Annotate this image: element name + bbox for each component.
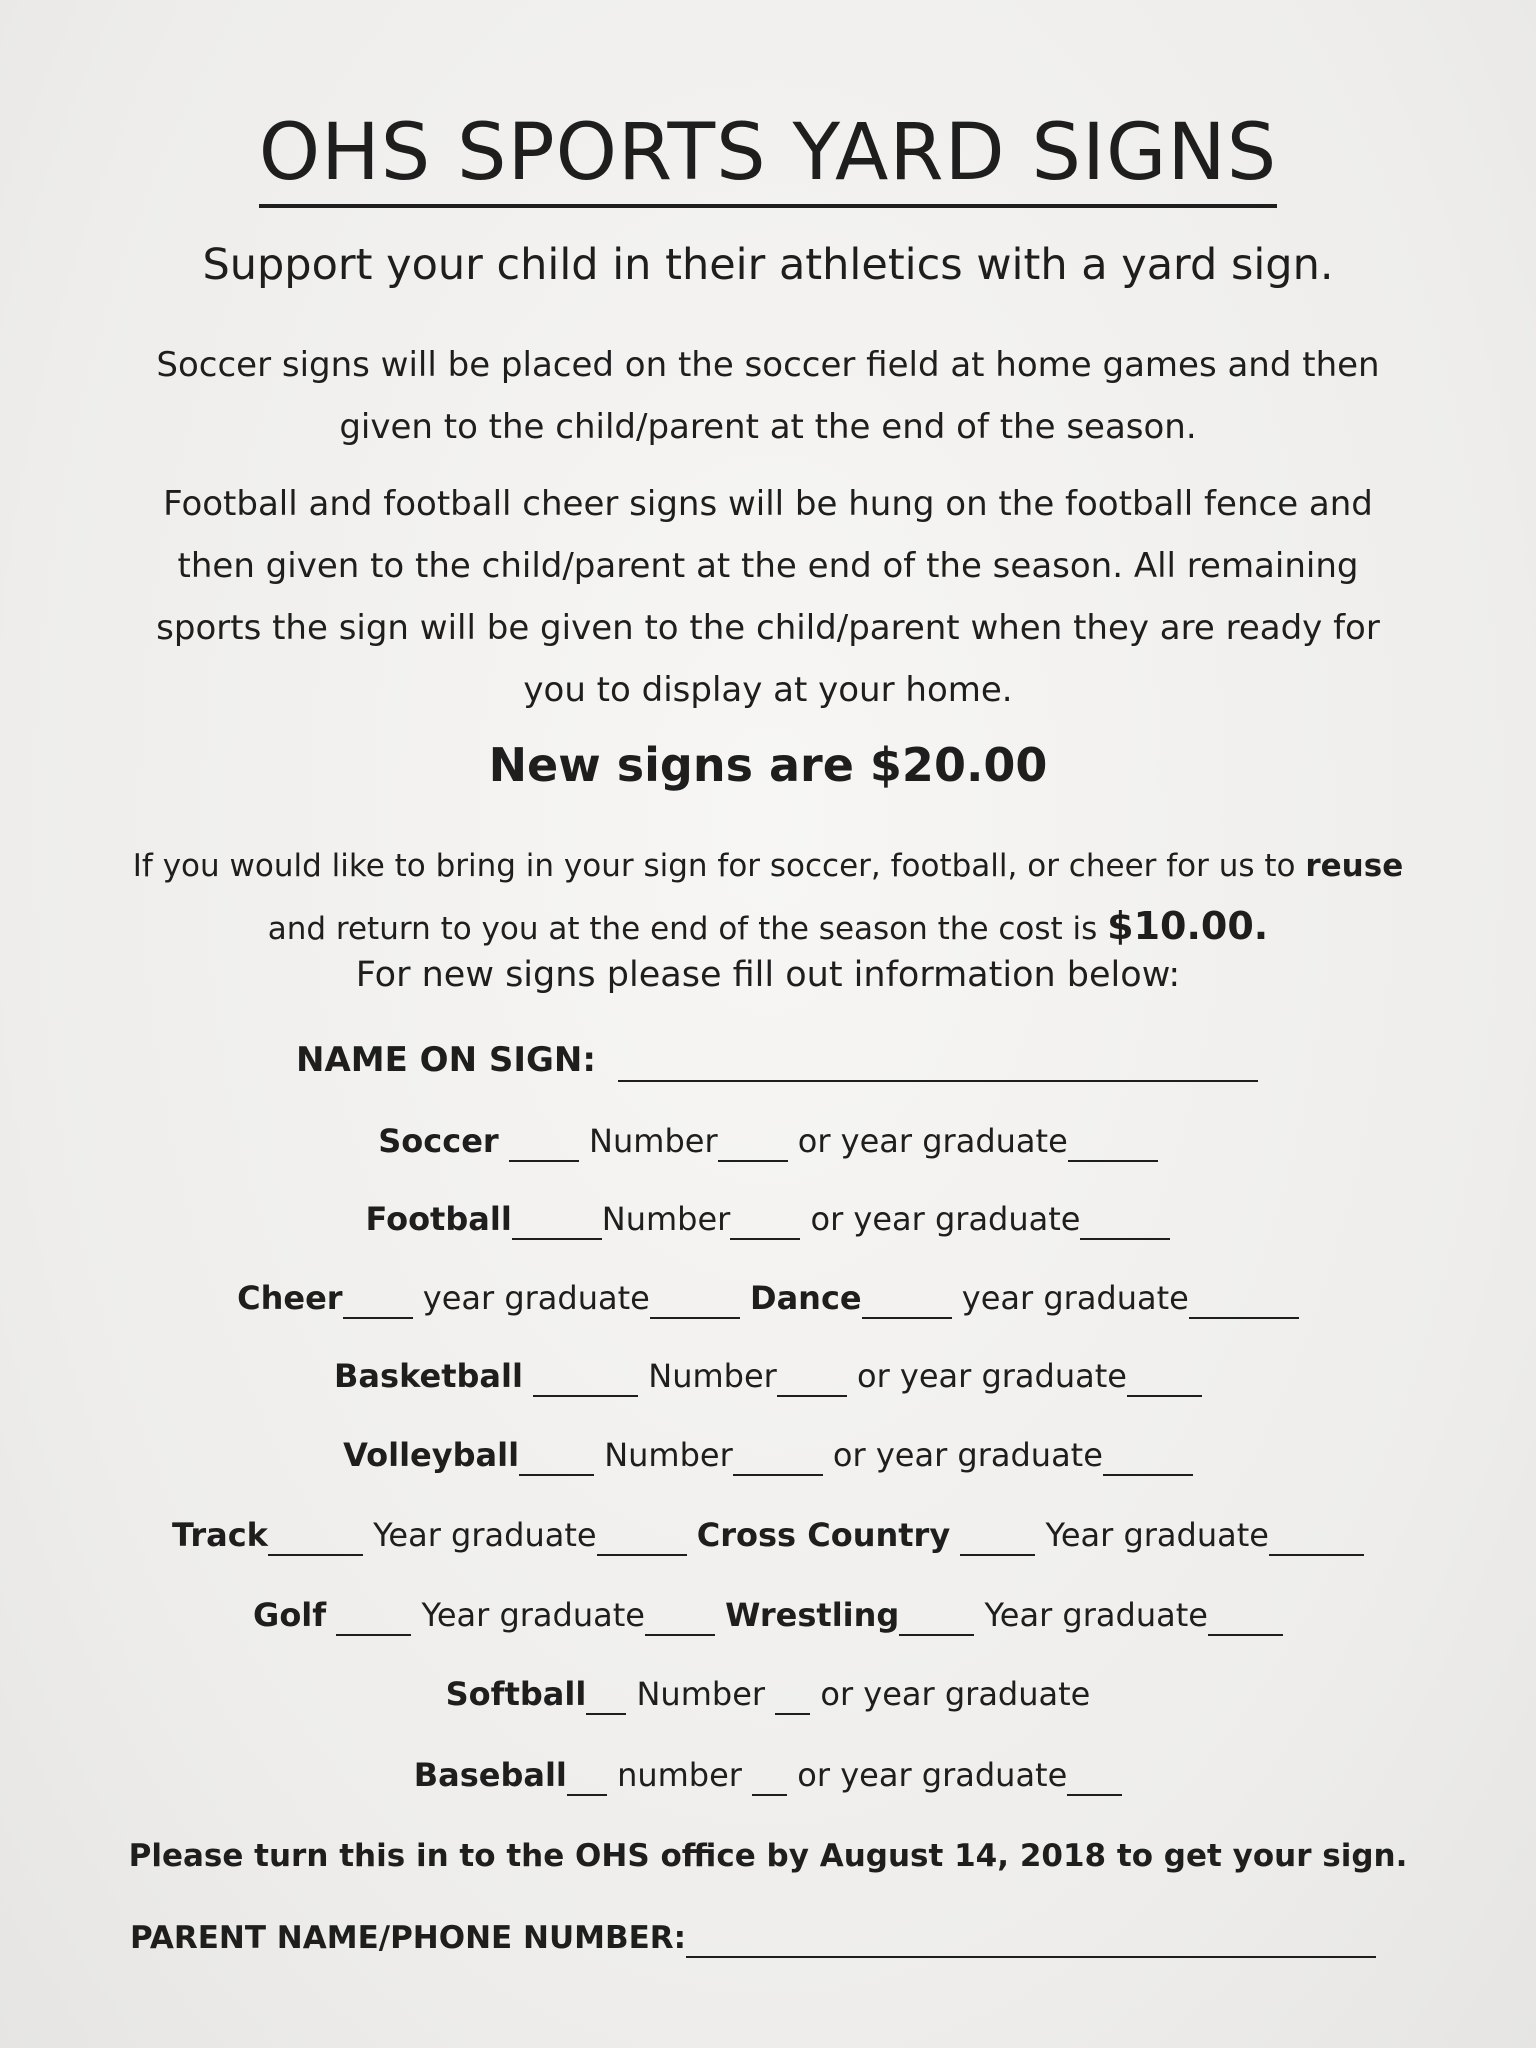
- dance-check-field[interactable]: [862, 1279, 952, 1319]
- baseball-grad-field[interactable]: [1067, 1756, 1122, 1796]
- baseball-row: Baseball number or year graduate: [0, 1756, 1536, 1796]
- soccer-paragraph: Soccer signs will be placed on the soccer field at home games and then given to the child/parent at the end of the season.: [156, 345, 1380, 447]
- football-row: Football Number or year graduate: [0, 1200, 1536, 1240]
- dance-grad-field[interactable]: [1189, 1279, 1299, 1319]
- golf-check-field[interactable]: [336, 1596, 411, 1636]
- soccer-row: Soccer Number or year graduate: [0, 1122, 1536, 1162]
- cross-country-check-field[interactable]: [960, 1516, 1035, 1556]
- cheer-dance-row: Cheer year graduate Dance year graduate: [0, 1279, 1536, 1319]
- track-grad-field[interactable]: [597, 1516, 687, 1556]
- soccer-grad-field[interactable]: [1068, 1122, 1158, 1162]
- basketball-grad-field[interactable]: [1127, 1357, 1202, 1397]
- name-on-sign-label: NAME ON SIGN:: [296, 1040, 596, 1080]
- golf-wrestling-row: Golf Year graduate Wrestling Year graduate: [0, 1596, 1536, 1636]
- volleyball-number-field[interactable]: [733, 1436, 823, 1476]
- track-check-field[interactable]: [268, 1516, 363, 1556]
- parent-contact-label: PARENT NAME/PHONE NUMBER:: [130, 1920, 687, 1956]
- football-check-field[interactable]: [512, 1200, 602, 1240]
- softball-row: Softball Number or year graduate: [445, 1675, 1091, 1713]
- baseball-number-field[interactable]: [752, 1756, 787, 1796]
- basketball-row: Basketball Number or year graduate: [0, 1357, 1536, 1397]
- soccer-number-field[interactable]: [718, 1122, 788, 1162]
- new-sign-price: New signs are $20.00: [488, 738, 1048, 792]
- football-number-field[interactable]: [730, 1200, 800, 1240]
- baseball-check-field[interactable]: [567, 1756, 607, 1796]
- cheer-check-field[interactable]: [343, 1279, 413, 1319]
- parent-contact-field[interactable]: [686, 1920, 1376, 1958]
- football-grad-field[interactable]: [1080, 1200, 1170, 1240]
- reuse-paragraph: If you would like to bring in your sign for soccer, football, or cheer for us to reuse and return to you at the end of the season the cost is $10.00.: [132, 848, 1404, 948]
- fill-instruction: For new signs please fill out information below:: [355, 955, 1181, 995]
- volleyball-check-field[interactable]: [519, 1436, 594, 1476]
- softball-number-field[interactable]: [775, 1675, 810, 1715]
- page-title: OHS SPORTS YARD SIGNS: [0, 108, 1536, 208]
- basketball-check-field[interactable]: [533, 1357, 638, 1397]
- turn-in-notice: Please turn this in to the OHS office by August 14, 2018 to get your sign.: [128, 1838, 1408, 1874]
- football-paragraph: Football and football cheer signs will be hung on the football fence and then given to the child/parent at the end of the season. All remaining sports the sign will be given to the child/parent when they are ready for you to display at your home.: [156, 484, 1380, 710]
- basketball-number-field[interactable]: [777, 1357, 847, 1397]
- name-on-sign-row: [296, 1040, 1258, 1082]
- golf-grad-field[interactable]: [645, 1596, 715, 1636]
- cross-country-grad-field[interactable]: [1269, 1516, 1364, 1556]
- cheer-grad-field[interactable]: [650, 1279, 740, 1319]
- wrestling-check-field[interactable]: [899, 1596, 974, 1636]
- track-cross-country-row: Track Year graduate Cross Country Year graduate: [0, 1516, 1536, 1556]
- subtitle: Support your child in their athletics with a yard sign.: [202, 240, 1334, 290]
- name-on-sign-field[interactable]: [618, 1040, 1258, 1082]
- softball-check-field[interactable]: [586, 1675, 626, 1715]
- wrestling-grad-field[interactable]: [1208, 1596, 1283, 1636]
- parent-contact-row: [130, 1920, 1376, 1958]
- soccer-check-field[interactable]: [509, 1122, 579, 1162]
- volleyball-row: Volleyball Number or year graduate: [0, 1436, 1536, 1476]
- volleyball-grad-field[interactable]: [1103, 1436, 1193, 1476]
